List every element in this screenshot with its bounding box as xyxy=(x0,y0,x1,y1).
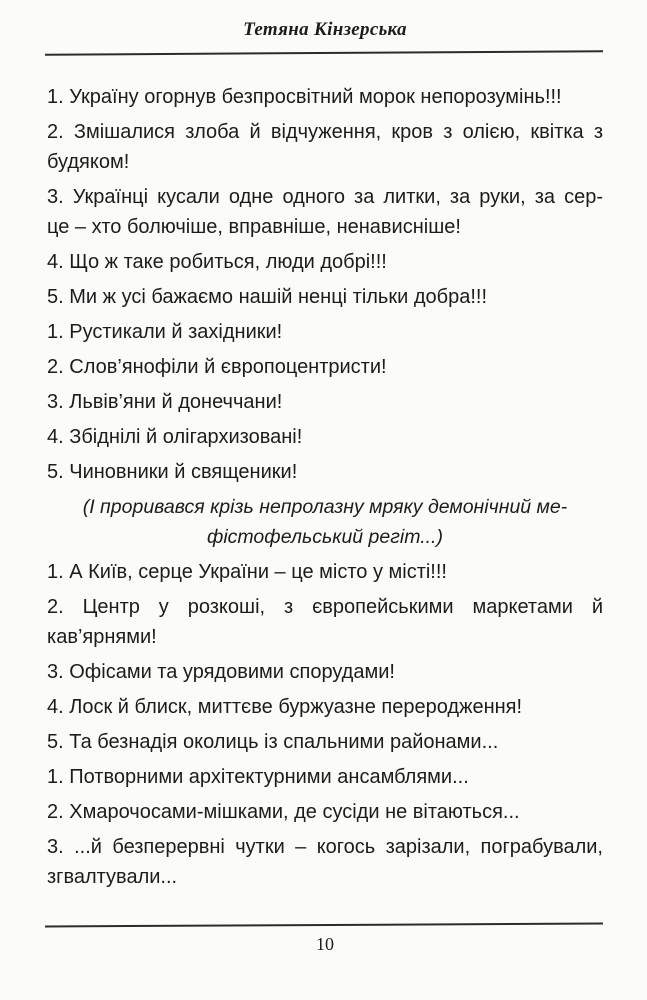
item-line xyxy=(47,692,603,722)
list-item xyxy=(47,832,603,892)
item-number: 4. xyxy=(47,696,64,718)
item-line xyxy=(47,82,603,112)
item-number: 5. xyxy=(47,461,64,483)
item-text-continued: згвалтували... xyxy=(47,866,178,888)
item-line xyxy=(47,762,603,792)
item-text: Лоск й блиск, миттєве буржуазне переродження! xyxy=(69,696,523,718)
item-line xyxy=(47,282,603,312)
item-number: 2. xyxy=(47,121,64,143)
item-line xyxy=(47,727,603,757)
item-text-continued: кав’ярнями! xyxy=(47,626,157,648)
item-text: Офісами та урядовими спорудами! xyxy=(69,661,395,683)
item-text: Слов’янофіли й європоцентристи! xyxy=(69,356,387,378)
item-number: 3. xyxy=(47,661,64,683)
item-line xyxy=(47,387,603,417)
item-number: 3. xyxy=(47,836,64,858)
item-text: Що ж таке робиться, люди добрі!!! xyxy=(69,251,387,273)
item-number: 1. xyxy=(47,86,64,108)
item-text: ...й безперервні чутки – когось зарізали, пограбували, xyxy=(74,836,603,858)
item-number: 4. xyxy=(47,426,64,448)
item-line xyxy=(47,117,603,147)
item-text-continued: будяком! xyxy=(47,151,130,173)
item-text: Львів’яни й донеччани! xyxy=(69,391,283,413)
item-text: А Київ, серце України – це місто у місті!!! xyxy=(69,561,447,583)
item-line xyxy=(47,182,603,212)
item-number: 3. xyxy=(47,391,64,413)
page-number: 10 xyxy=(316,934,334,954)
item-text: Рустикали й західники! xyxy=(69,321,283,343)
list-item xyxy=(47,317,603,347)
page-content xyxy=(47,82,603,897)
list-item xyxy=(47,692,603,722)
item-number: 5. xyxy=(47,731,64,753)
item-text: Центр у розкоші, з європейськими маркетами й xyxy=(82,596,603,618)
item-text: Збіднілі й олігархизовані! xyxy=(69,426,303,448)
running-header-author: Тетяна Кінзерська xyxy=(243,19,407,40)
footer-rule xyxy=(45,923,603,928)
list-item xyxy=(47,797,603,827)
item-number: 2. xyxy=(47,356,64,378)
item-number: 1. xyxy=(47,766,64,788)
item-line xyxy=(47,352,603,382)
item-text-continued: це – хто болючіше, вправніше, ненависніше! xyxy=(47,216,461,238)
list-item xyxy=(47,387,603,417)
aside-line: (І проривався крізь непролазну мряку демонічний ме- xyxy=(82,496,568,518)
item-line xyxy=(47,797,603,827)
item-line xyxy=(47,592,603,622)
item-line xyxy=(47,657,603,687)
list-item xyxy=(47,557,603,587)
item-text: Чиновники й священики! xyxy=(69,461,298,483)
aside-line: фістофельський регіт...) xyxy=(207,526,443,548)
list-item xyxy=(47,282,603,312)
list-item xyxy=(47,657,603,687)
item-number: 2. xyxy=(47,801,64,823)
list-item xyxy=(47,182,603,242)
item-line xyxy=(47,422,603,452)
item-text: Потворними архітектурними ансамблями... xyxy=(69,766,469,788)
item-line xyxy=(47,247,603,277)
item-text: Ми ж усі бажаємо нашій ненці тільки добра!!! xyxy=(69,286,487,308)
item-text: Українці кусали одне одного за литки, за руки, за сер- xyxy=(72,186,603,208)
item-number: 1. xyxy=(47,561,64,583)
item-number: 4. xyxy=(47,251,64,273)
item-number: 1. xyxy=(47,321,64,343)
item-number: 3. xyxy=(47,186,64,208)
list-item xyxy=(47,592,603,652)
header-rule xyxy=(45,50,603,55)
item-text: Змішалися злоба й відчуження, кров з олією, квітка з xyxy=(73,121,603,143)
list-item xyxy=(47,422,603,452)
item-text: Хмарочосами-мішками, де сусіди не вітаються... xyxy=(69,801,520,823)
item-text: Та безнадія околиць із спальними районами... xyxy=(69,731,499,753)
item-line xyxy=(47,457,603,487)
item-number: 2. xyxy=(47,596,64,618)
item-line xyxy=(47,317,603,347)
list-item xyxy=(47,117,603,177)
list-item xyxy=(47,727,603,757)
item-line xyxy=(47,832,603,862)
list-item xyxy=(47,82,603,112)
list-item xyxy=(47,762,603,792)
aside-note xyxy=(47,492,603,552)
item-text: Україну огорнув безпросвітний морок непорозумінь!!! xyxy=(69,86,562,108)
list-item xyxy=(47,352,603,382)
item-number: 5. xyxy=(47,286,64,308)
list-item xyxy=(47,247,603,277)
list-item xyxy=(47,457,603,487)
item-line xyxy=(47,557,603,587)
